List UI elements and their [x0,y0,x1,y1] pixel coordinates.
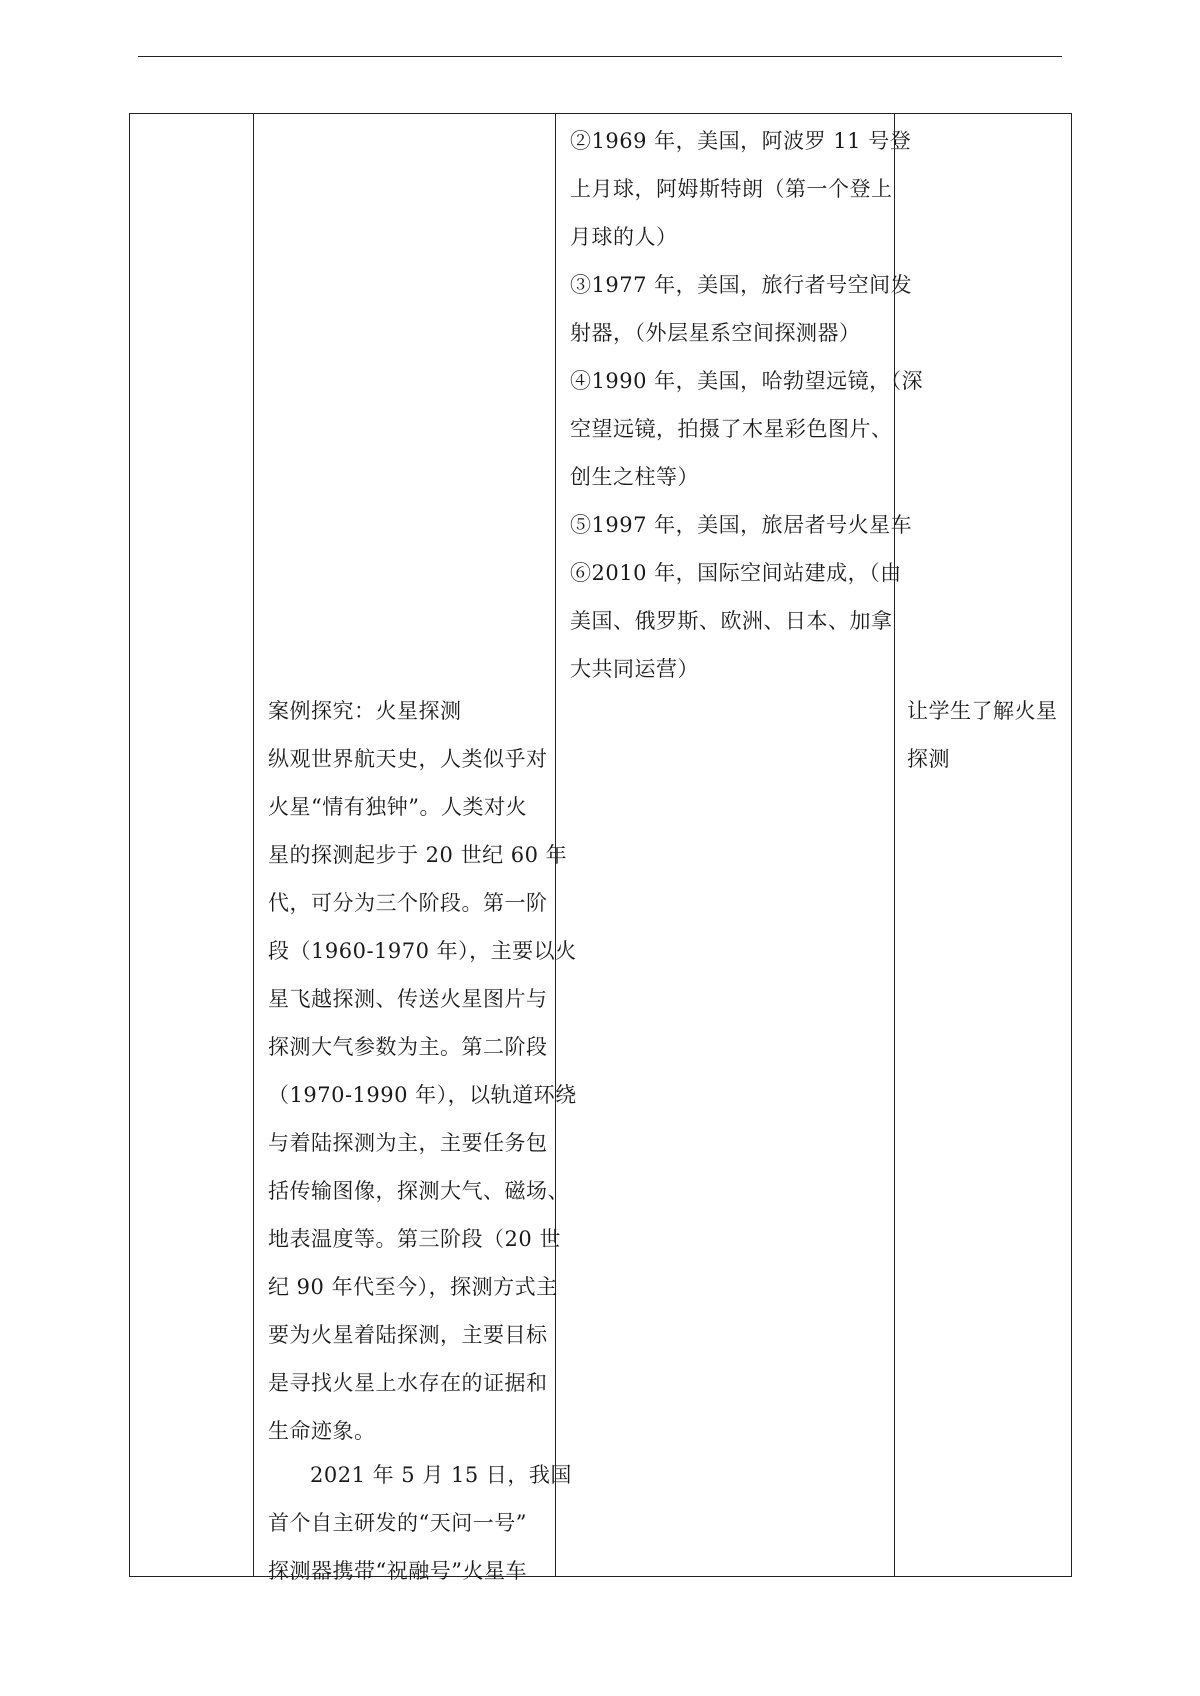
case-study-line: （1970-1990 年），以轨道环绕 [268,1083,577,1107]
design-intent-line: 让学生了解火星 [907,699,1058,723]
milestone-line: ⑥2010 年，国际空间站建成，（由 [570,561,902,585]
case-study-line: 纵观世界航天史，人类似乎对 [268,747,548,771]
milestone-line: 上月球，阿姆斯特朗（第一个登上 [570,177,893,201]
case-study-line: 火星“情有独钟”。人类对火 [268,795,527,819]
case-study-line: 地表温度等。第三阶段（20 世 [268,1227,561,1251]
milestone-line: ⑤1997 年，美国，旅居者号火星车 [570,513,913,537]
milestone-line: 美国、俄罗斯、欧洲、日本、加拿 [570,609,893,633]
milestone-line: 创生之柱等） [570,465,699,489]
case-study-line: 括传输图像，探测大气、磁场、 [268,1179,569,1203]
case-study-line: 生命迹象。 [268,1419,376,1443]
milestone-line: ③1977 年，美国，旅行者号空间发 [570,273,913,297]
header-rule [138,56,1062,57]
milestone-line: ②1969 年，美国，阿波罗 11 号登 [570,129,912,153]
case-study-line: 是寻找火星上水存在的证据和 [268,1371,548,1395]
case-study-line: 纪 90 年代至今），探测方式主 [268,1275,558,1299]
milestone-line: ④1990 年，美国，哈勃望远镜，（深 [570,369,924,393]
tianwen-line: 2021 年 5 月 15 日，我国 [310,1463,572,1487]
case-study-cell [268,687,577,1455]
case-study-line: 段（1960-1970 年），主要以火 [268,939,577,963]
milestones-cell [570,117,923,693]
design-intent-cell [907,687,1058,783]
tianwen-line: 首个自主研发的“天问一号” [268,1511,527,1535]
design-intent-line: 探测 [907,747,950,771]
case-study-heading: 案例探究：火星探测 [268,699,462,723]
milestone-line: 月球的人） [570,225,678,249]
milestone-line: 射器，（外层星系空间探测器） [570,321,861,345]
case-study-line: 代，可分为三个阶段。第一阶 [268,891,548,915]
tianwen-paragraph [268,1451,572,1595]
case-study-line: 与着陆探测为主，主要任务包 [268,1131,548,1155]
case-study-line: 星飞越探测、传送火星图片与 [268,987,548,1011]
column-divider [253,114,254,1576]
case-study-line: 星的探测起步于 20 世纪 60 年 [268,843,568,867]
milestone-line: 空望远镜，拍摄了木星彩色图片、 [570,417,893,441]
case-study-line: 要为火星着陆探测，主要目标 [268,1323,548,1347]
tianwen-line: 探测器携带“祝融号”火星车 [268,1559,527,1583]
case-study-line: 探测大气参数为主。第二阶段 [268,1035,548,1059]
milestone-line: 大共同运营） [570,657,699,681]
